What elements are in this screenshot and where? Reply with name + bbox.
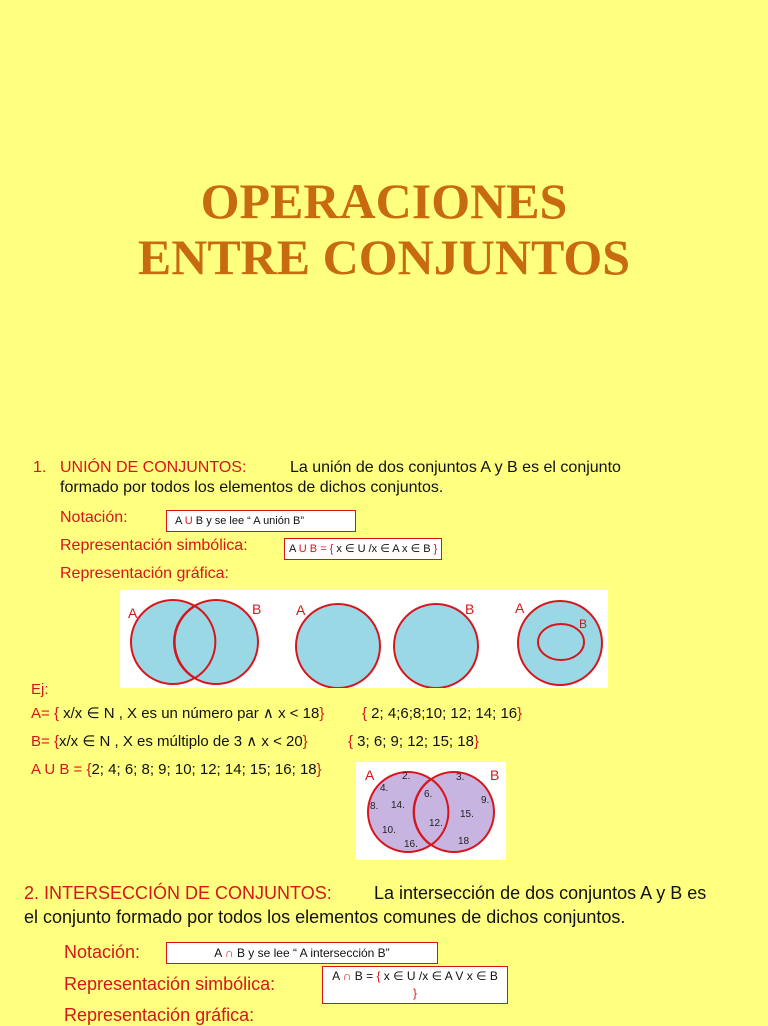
venn-label-a: A [365,767,375,783]
venn-element: 2. [402,771,411,782]
label-b: B [465,601,475,617]
union-definition-line-1: La unión de dos conjuntos A y B es el conjunto [290,459,621,476]
union-symbolic-box: A U B = { x ∈ U /x ∈ A x ∈ B } [284,538,442,560]
venn-element: 16. [404,839,418,850]
union-number: 1. [33,459,47,476]
union-result: A U B = {2; 4; 6; 8; 9; 10; 12; 14; 15; 16; 18} [31,761,322,778]
set-b-extension: { 3; 6; 9; 12; 15; 18} [348,733,479,750]
venn-element: 8. [370,801,379,812]
example-label: Ej: [31,681,49,698]
intersection-notation-box: A ∩ B y se lee “ A intersección B” [166,942,438,964]
intersection-definition-line-2: el conjunto formado por todos los elementos comunes de dichos conjuntos. [24,907,626,927]
set-a-definition: A= { x/x ∈ N , X es un número par ∧ x < 18} [31,705,325,722]
set-a-extension: { 2; 4;6;8;10; 12; 14; 16} [362,705,523,722]
union-graphic-panel [120,590,608,688]
union-heading: UNIÓN DE CONJUNTOS: [60,459,247,476]
page-title-line-2: ENTRE CONJUNTOS [137,229,631,285]
venn-union-overlap [128,600,261,684]
venn-element: 6. [424,789,433,800]
intersection-definition-line-1: La intersección de dos conjuntos A y B es [374,883,707,903]
venn-label-b: B [490,767,500,783]
venn-element: 4. [380,783,389,794]
label-b: B [252,601,262,617]
label-a: A [296,602,306,618]
intersection-symbolic-label: Representación simbólica: [64,974,276,994]
union-graphic-diagrams [120,590,608,688]
venn-element: 9. [481,795,490,806]
union-notation-box: A U B y se lee “ A unión B” [166,510,356,532]
venn-element: 10. [382,825,396,836]
venn-union-disjoint [296,601,478,688]
label-a: A [128,605,138,621]
venn-element: 14. [391,800,405,811]
page-title-line-1: OPERACIONES [200,173,568,229]
union-symbolic-label: Representación simbólica: [60,537,248,554]
label-b: B [579,617,588,631]
set-b-definition: B= {x/x ∈ N , X es múltiplo de 3 ∧ x < 20} [31,733,308,750]
union-notation-label: Notación: [60,509,128,526]
union-example-venn-panel [356,762,506,860]
union-graphic-label: Representación gráfica: [60,565,229,582]
venn-union-subset [515,600,602,685]
venn-element: 15. [460,809,474,820]
intersection-notation-label: Notación: [64,942,141,962]
venn-element: 12. [429,818,443,829]
union-definition-line-2: formado por todos los elementos de dichos conjuntos. [60,479,444,496]
intersection-symbolic-box: A ∩ B = { x ∈ U /x ∈ A V x ∈ B } [322,966,508,1004]
venn-element: 3. [456,772,465,783]
union-example-venn [356,762,506,860]
label-a: A [515,600,525,616]
venn-element: 18 [458,836,470,847]
intersection-graphic-label: Representación gráfica: [64,1005,255,1025]
intersection-heading: 2. INTERSECCIÓN DE CONJUNTOS: [24,883,332,903]
